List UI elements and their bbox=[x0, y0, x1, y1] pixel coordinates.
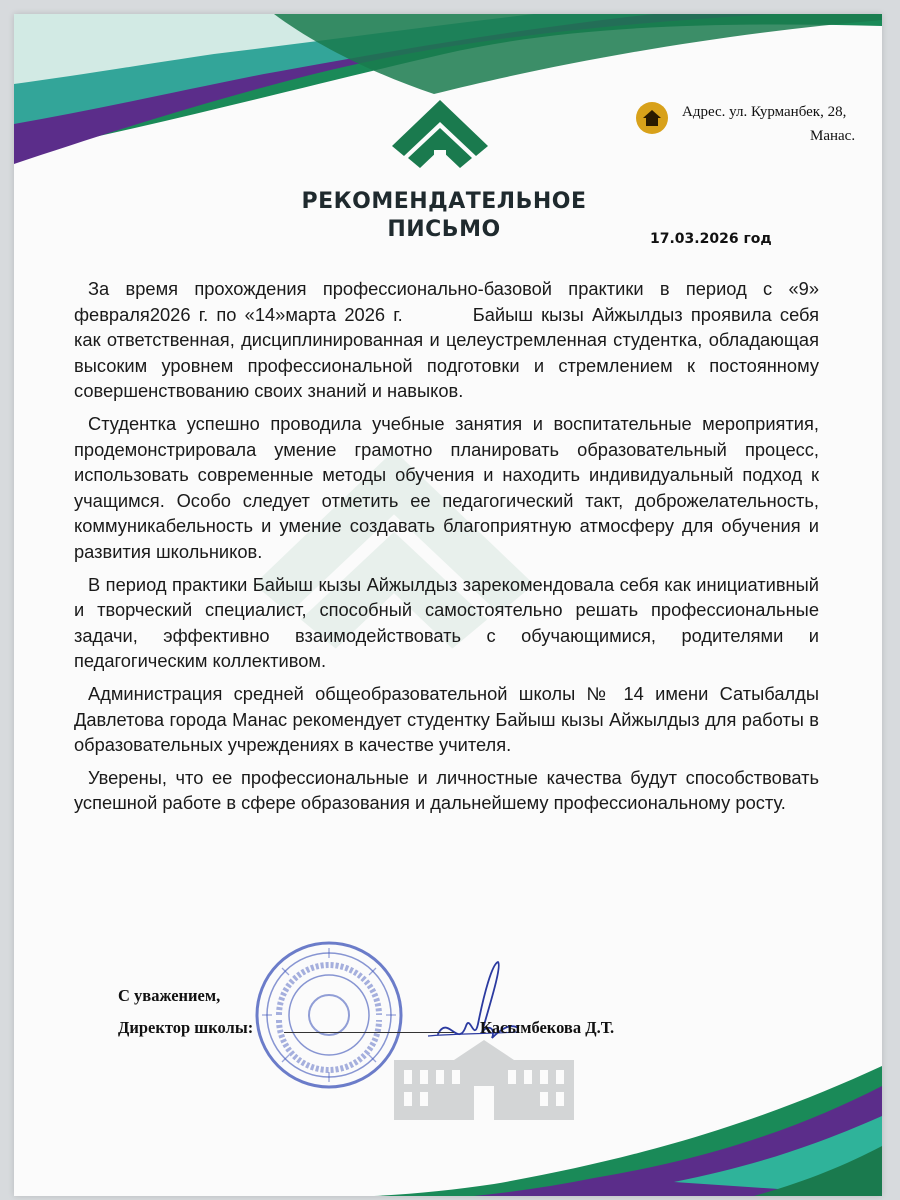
address-line2: Манас. bbox=[810, 128, 856, 144]
body-paragraph-4: Администрация средней общеобразовательной школы № 14 имени Сатыбалды Давлетова города Манас рекомендует студентку Байыш кызы Айжылдыз для работы в образовательных учреждениях в качестве учителя. bbox=[74, 682, 819, 756]
body-paragraph-2: Студентка успешно проводила учебные занятия и воспитательные мероприятия, продемонстрировала умение грамотно планировать образовательный процесс, использовать современные методы обучения и находить индивидуальный подход к учащимся. Особо следует отметить ее педагогический такт, доброжелательность, коммуникабельность и умение создавать благоприятную атмосферу для обучения и развития школьников. bbox=[74, 412, 819, 562]
letter-body bbox=[74, 276, 819, 823]
bottom-wave-decoration bbox=[14, 1066, 882, 1196]
student-assessment-text: Байыш кызы Айжылдыз проявила себя как ответственная, дисциплинированная и целеустремленная студентка, обладающая высоким уровнем профессиональной подготовки и стремлением к постоянному совершенствованию своих знаний и навыков. bbox=[74, 303, 820, 402]
director-name: Касымбекова Д.Т. bbox=[480, 1018, 615, 1037]
body-paragraph-1 bbox=[74, 276, 819, 404]
home-icon bbox=[636, 102, 668, 134]
body-paragraph-5: Уверены, что ее профессиональные и личностные качества будут способствовать успешной работе в сфере образования и дальнейшему профессиональному росту. bbox=[74, 766, 819, 814]
letter-title-line1: РЕКОМЕНДАТЕЛЬНОЕ bbox=[301, 189, 587, 214]
letter-title-line2: ПИСЬМО bbox=[387, 217, 501, 242]
director-position: Директор школы: bbox=[118, 1018, 254, 1037]
organization-logo bbox=[392, 100, 488, 178]
director-signature bbox=[418, 954, 528, 1064]
letter-date: 17.03.2026 год bbox=[650, 231, 772, 247]
address-line1: Адрес. ул. Курманбек, 28, bbox=[682, 104, 847, 120]
signature-line bbox=[284, 1032, 454, 1033]
letter-page bbox=[14, 14, 882, 1196]
closing-regards: С уважением, bbox=[118, 986, 221, 1005]
body-paragraph-3: В период практики Байыш кызы Айжылдыз зарекомендовала себя как инициативный и творческий специалист, способный самостоятельно решать профессиональные задачи, эффективно взаимодействовать с обучающимися, родителями и педагогическим коллективом. bbox=[74, 573, 819, 672]
practice-period-text: За время прохождения профессионально-базовой практики в период с «9» февраля2026 г. по «14»марта 2026 г. bbox=[74, 278, 819, 325]
